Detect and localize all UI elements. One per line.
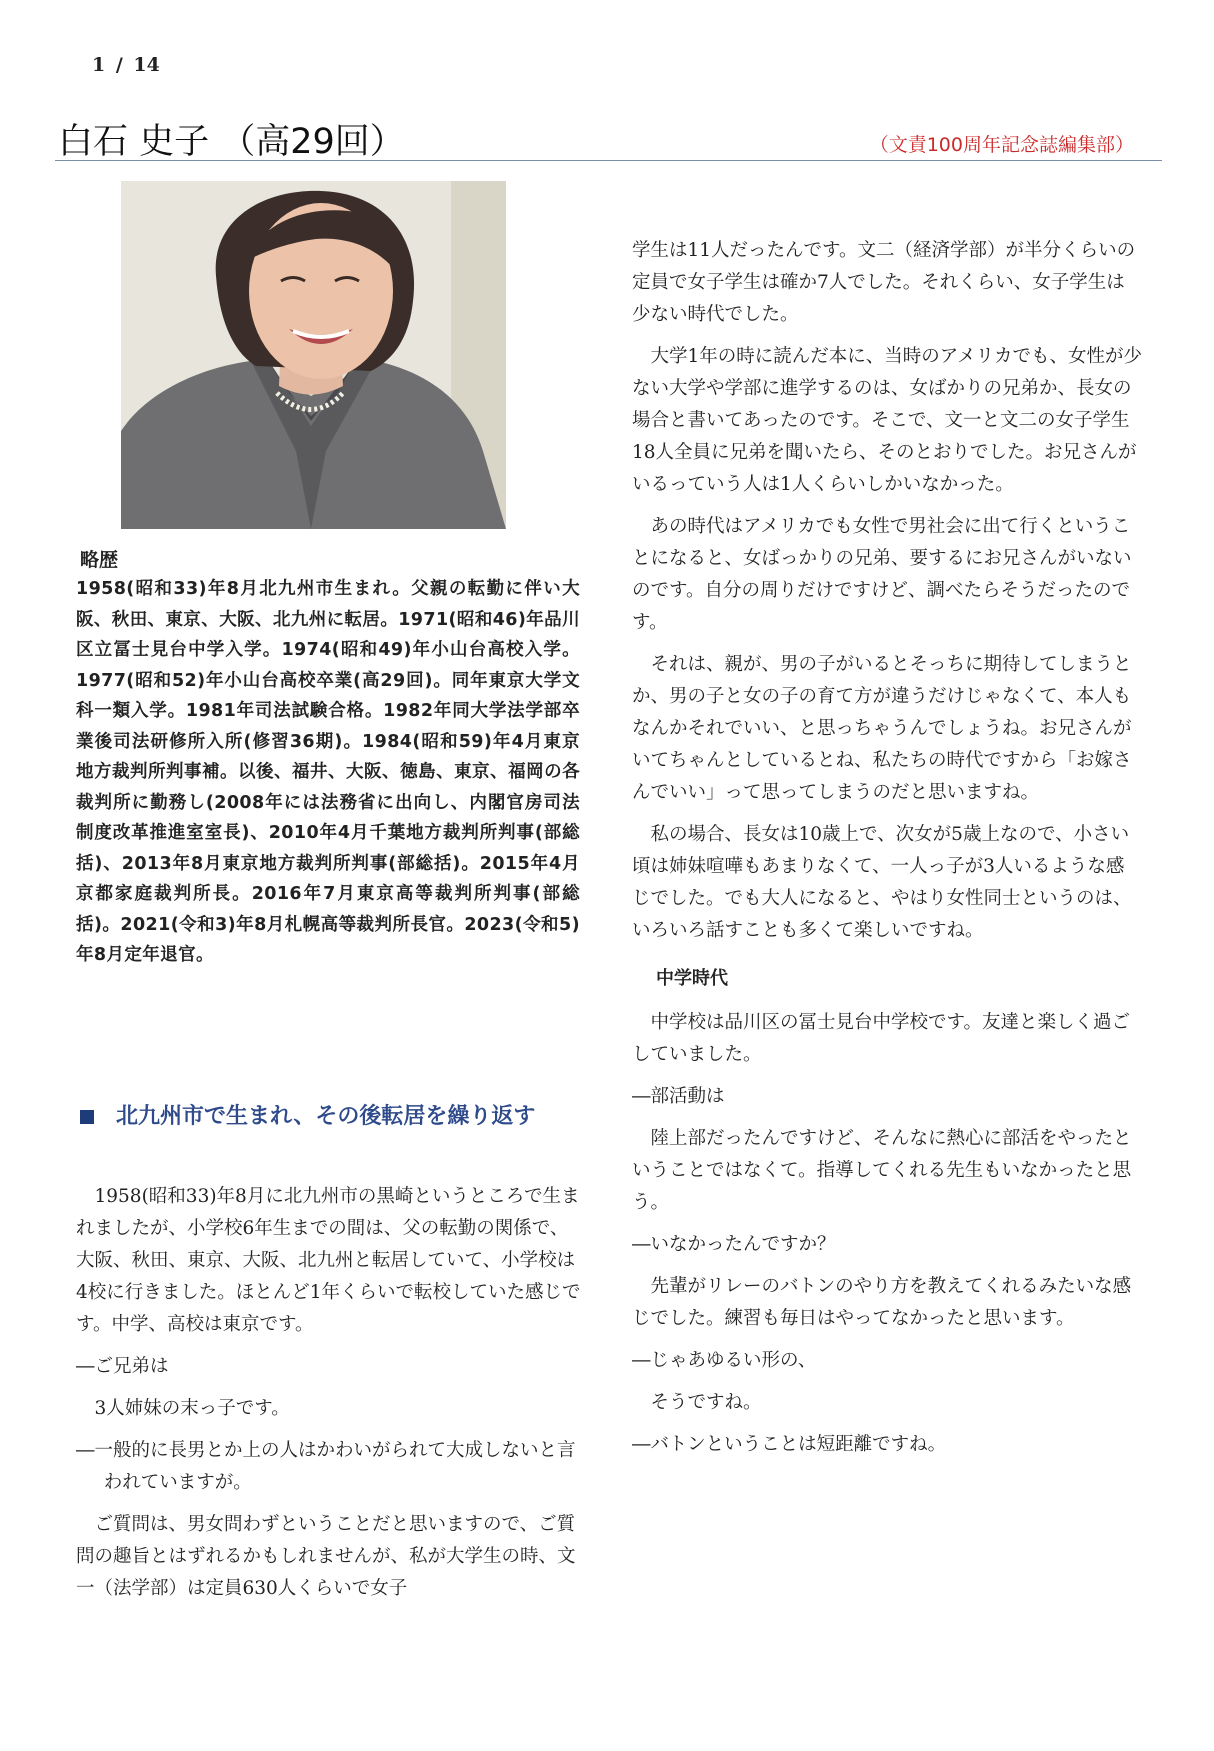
paragraph: 大学1年の時に読んだ本に、当時のアメリカでも、女性が少ない大学や学部に進学するのは、女ばかりの兄弟か、長女の場合と書いてあったのです。そこで、文一と文二の女子学生18人全員に兄弟を聞いたら、そのとおりでした。お兄さんがいるっていう人は1人くらいしかいなかった。 bbox=[632, 346, 1142, 495]
paragraph: ご質問は、男女問わずということだと思いますので、ご質問の趣旨とはずれるかもしれませんが、私が大学生の時、文一（法学部）は定員630人くらいで女子 bbox=[76, 1514, 576, 1599]
square-bullet-icon bbox=[80, 1110, 94, 1124]
subheading: 中学時代 bbox=[656, 968, 728, 989]
section-heading-text: 北九州市で生まれ、その後転居を繰り返す bbox=[116, 1104, 536, 1129]
paragraph: あの時代はアメリカでも女性で男社会に出て行くということになると、女ばっかりの兄弟、要するにお兄さんがいないのです。自分の周りだけですけど、調べたらそうだったのです。 bbox=[632, 516, 1132, 633]
bio-heading: 略歴 bbox=[80, 549, 119, 571]
paragraph: 1958(昭和33)年8月に北九州市の黒崎というところで生まれましたが、小学校6年生までの間は、父の転勤の関係で、大阪、秋田、東京、大阪、北九州と転居していて、小学校は4校に行きました。ほとんど1年くらいで転校していた感じです。中学、高校は東京です。 bbox=[76, 1186, 581, 1335]
paragraph: 学生は11人だったんです。文二（経済学部）が半分くらいの定員で女子学生は確か7人でした。それくらい、女子学生は少ない時代でした。 bbox=[632, 240, 1136, 325]
paragraph: 3人姉妹の末っ子です。 bbox=[94, 1398, 290, 1419]
right-article-column bbox=[632, 235, 1142, 1471]
paragraph: そうですね。 bbox=[650, 1392, 762, 1413]
interview-question: ―ご兄弟は bbox=[76, 1356, 169, 1377]
paragraph: 私の場合、長女は10歳上で、次女が5歳上なので、小さい頃は姉妹喧嘩もあまりなくて、一人っ子が3人いるような感じでした。でも大人になると、やはり女性同士というのは、いろいろ話すことも多くて楽しいですね。 bbox=[632, 824, 1132, 941]
interview-question: ―いなかったんですか？ bbox=[632, 1234, 836, 1255]
editorial-credit: （文責100周年記念誌編集部） bbox=[869, 134, 1134, 156]
paragraph: それは、親が、男の子がいるとそっちに期待してしまうとか、男の子と女の子の育て方が違うだけじゃなくて、本人もなんかそれでいい、と思っちゃうんでしょうね。お兄さんがいてちゃんとしているとね、私たちの時代ですから「お嫁さんでいい」って思ってしまうのだと思いますね。 bbox=[632, 654, 1132, 803]
portrait-photo bbox=[121, 181, 506, 529]
portrait-illustration bbox=[121, 181, 506, 529]
header-divider bbox=[55, 160, 1162, 161]
section-heading bbox=[80, 1100, 580, 1133]
paragraph: 中学校は品川区の冨士見台中学校です。友達と楽しく過ごしていました。 bbox=[632, 1012, 1131, 1065]
left-article-column bbox=[76, 1181, 582, 1615]
page-number: 1 / 14 bbox=[92, 54, 160, 76]
page-title: 白石 史子 （高29回） bbox=[58, 122, 405, 162]
bio-text: 1958(昭和33)年8月北九州市生まれ。父親の転勤に伴い大阪、秋田、東京、大阪、北九州に転居。1971(昭和46)年品川区立冨士見台中学入学。1974(昭和49)年小山台高校入学。1977(昭和52)年小山台高校卒業(高29回)。同年東京大学文科一類入学。1981年司法試験合格。1982年同大学法学部卒業後司法研修所入所(修習36期)。1984(昭和59)年4月東京地方裁判所判事補。以後、福井、大阪、徳島、東京、福岡の各裁判所に勤務し(2008年には法務省に出向し、内閣官房司法制度改革推進室室長)、2010年4月千葉地方裁判所判事(部総括)、2013年8月東京地方裁判所判事(部総括)。2015年4月京都家庭裁判所長。2016年7月東京高等裁判所判事(部総括)。2021(令和3)年8月札幌高等裁判所長官。2023(令和5)年8月定年退官。 bbox=[76, 579, 580, 965]
interview-question: ―部活動は bbox=[632, 1086, 725, 1107]
paragraph: 陸上部だったんですけど、そんなに熱心に部活をやったということではなくて。指導してくれる先生もいなかったと思う。 bbox=[632, 1128, 1132, 1213]
interview-question: ―じゃあゆるい形の、 bbox=[632, 1350, 817, 1371]
interview-question: ―一般的に長男とか上の人はかわいがられて大成しないと言われていますが。 bbox=[76, 1440, 576, 1493]
interview-question: ―バトンということは短距離ですね。 bbox=[632, 1434, 947, 1455]
paragraph: 先輩がリレーのバトンのやり方を教えてくれるみたいな感じでした。練習も毎日はやってなかったと思います。 bbox=[632, 1276, 1132, 1329]
